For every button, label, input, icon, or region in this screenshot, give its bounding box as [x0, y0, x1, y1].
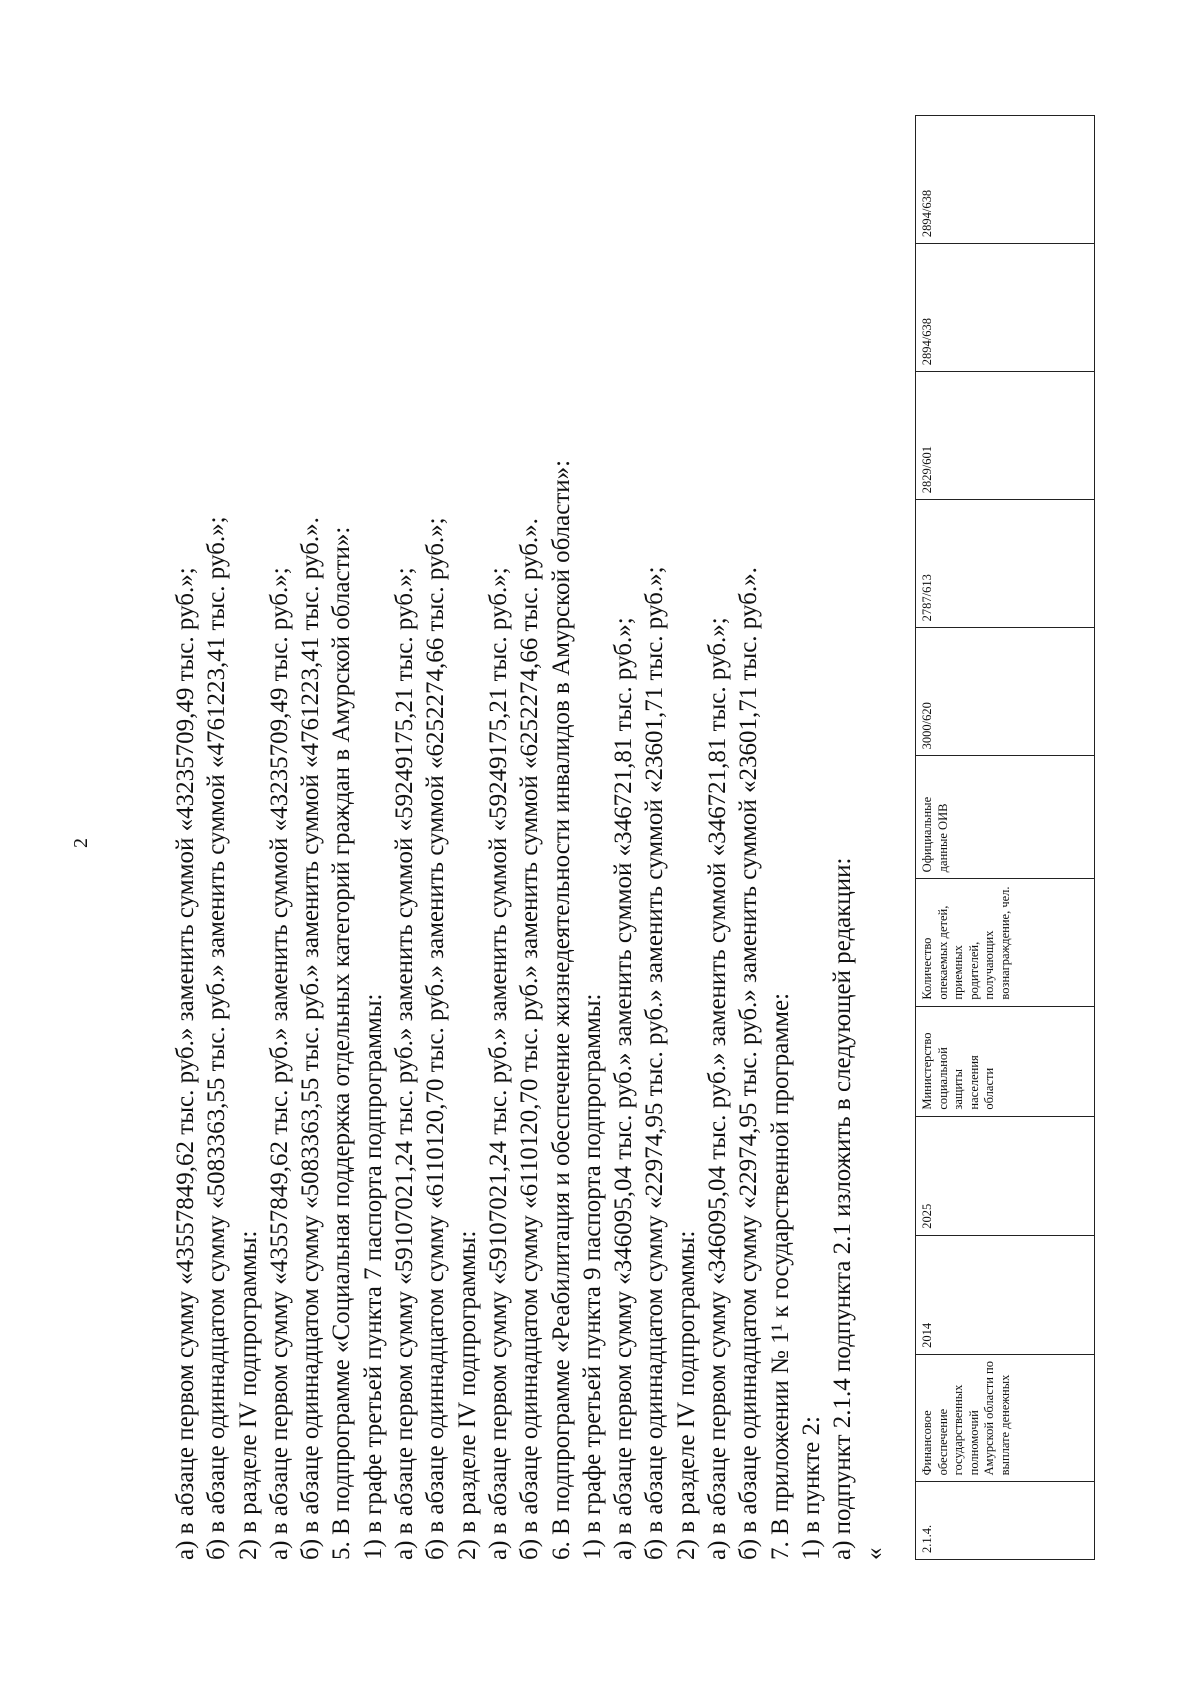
indicator-table	[915, 115, 1095, 1560]
text-line: 2) в разделе IV подпрограммы:	[672, 1230, 700, 1560]
text-line: а) в абзаце первом сумму «346095,04 тыс. руб.» заменить суммой «346721,81 тыс. руб.»;	[704, 617, 732, 1560]
text-line: «	[860, 1547, 888, 1560]
table-cell: 3000/620	[916, 628, 1095, 756]
text-line: б) в абзаце одиннадцатом сумму «22974,95 тыс. руб.» заменить суммой «23601,71 тыс. руб.»;	[641, 566, 669, 1560]
text-line: 1) в графе третьей пункта 9 паспорта подпрограммы:	[578, 993, 606, 1560]
text-line: а) в абзаце первом сумму «346095,04 тыс. руб.» заменить суммой «346721,81 тыс. руб.»;	[610, 617, 638, 1560]
table-cell: 2014	[916, 1235, 1095, 1354]
text-line: б) в абзаце одиннадцатом сумму «5083363,55 тыс. руб.» заменить суммой «4761223,41 тыс. руб.»;	[203, 516, 231, 1560]
text-line: а) в абзаце первом сумму «43557849,62 тыс. руб.» заменить суммой «43235709,49 тыс. руб.»;	[265, 567, 293, 1560]
text-line: б) в абзаце одиннадцатом сумму «6110120,70 тыс. руб.» заменить суммой «6252274,66 тыс. руб.»;	[422, 517, 450, 1560]
text-line: 1) в пункте 2:	[797, 1416, 825, 1560]
text-line: б) в абзаце одиннадцатом сумму «6110120,70 тыс. руб.» заменить суммой «6252274,66 тыс. руб.».	[516, 518, 544, 1560]
table-cell: 2894/638	[916, 116, 1095, 244]
text-line: 6. В подпрограмме «Реабилитация и обеспечение жизнедеятельности инвалидов в Амурской области»:	[547, 459, 575, 1560]
text-line: а) в абзаце первом сумму «59107021,24 тыс. руб.» заменить суммой «59249175,21 тыс. руб.»;	[484, 567, 512, 1560]
table-cell: 2894/638	[916, 244, 1095, 372]
table-cell: 2787/613	[916, 500, 1095, 628]
table-cell: Официальные данные ОИВ	[916, 756, 1095, 879]
table-row	[916, 116, 1095, 1560]
table-cell: Министерство социальной защиты населения области	[916, 1006, 1095, 1116]
document-text	[170, 100, 890, 1560]
text-line: 7. В приложении № 1¹ к государственной программе:	[766, 992, 794, 1560]
text-line: 5. В подпрограмме «Социальная поддержка отдельных категорий граждан в Амурской области»:	[328, 526, 356, 1560]
text-line: 1) в графе третьей пункта 7 паспорта подпрограммы:	[359, 993, 387, 1560]
table-cell: 2829/601	[916, 372, 1095, 500]
text-line: а) в абзаце первом сумму «43557849,62 тыс. руб.» заменить суммой «43235709,49 тыс. руб.»;	[172, 567, 199, 1560]
text-line: 2) в разделе IV подпрограммы:	[453, 1230, 481, 1560]
text-line: 2) в разделе IV подпрограммы:	[234, 1230, 262, 1560]
table-cell: Количество опекаемых детей, приемных родителей, получающих вознаграждение, чел.	[916, 879, 1095, 1006]
text-line: б) в абзаце одиннадцатом сумму «22974,95 тыс. руб.» заменить суммой «23601,71 тыс. руб.».	[735, 567, 763, 1560]
text-line: а) подпункт 2.1.4 подпункта 2.1 изложить в следующей редакции:	[829, 857, 857, 1560]
page-number: 2	[70, 838, 92, 848]
text-line: а) в абзаце первом сумму «59107021,24 тыс. руб.» заменить суммой «59249175,21 тыс. руб.»;	[391, 567, 419, 1560]
table-cell: 2.1.4.	[916, 1482, 1095, 1560]
rotated-page-content	[170, 100, 1190, 1560]
table-cell: 2025	[916, 1116, 1095, 1235]
table-cell: Финансовое обеспечение государственных полномочий Амурской области по выплате денежных	[916, 1354, 1095, 1482]
text-line: б) в абзаце одиннадцатом сумму «5083363,55 тыс. руб.» заменить суммой «4761223,41 тыс. руб.».	[297, 517, 325, 1560]
